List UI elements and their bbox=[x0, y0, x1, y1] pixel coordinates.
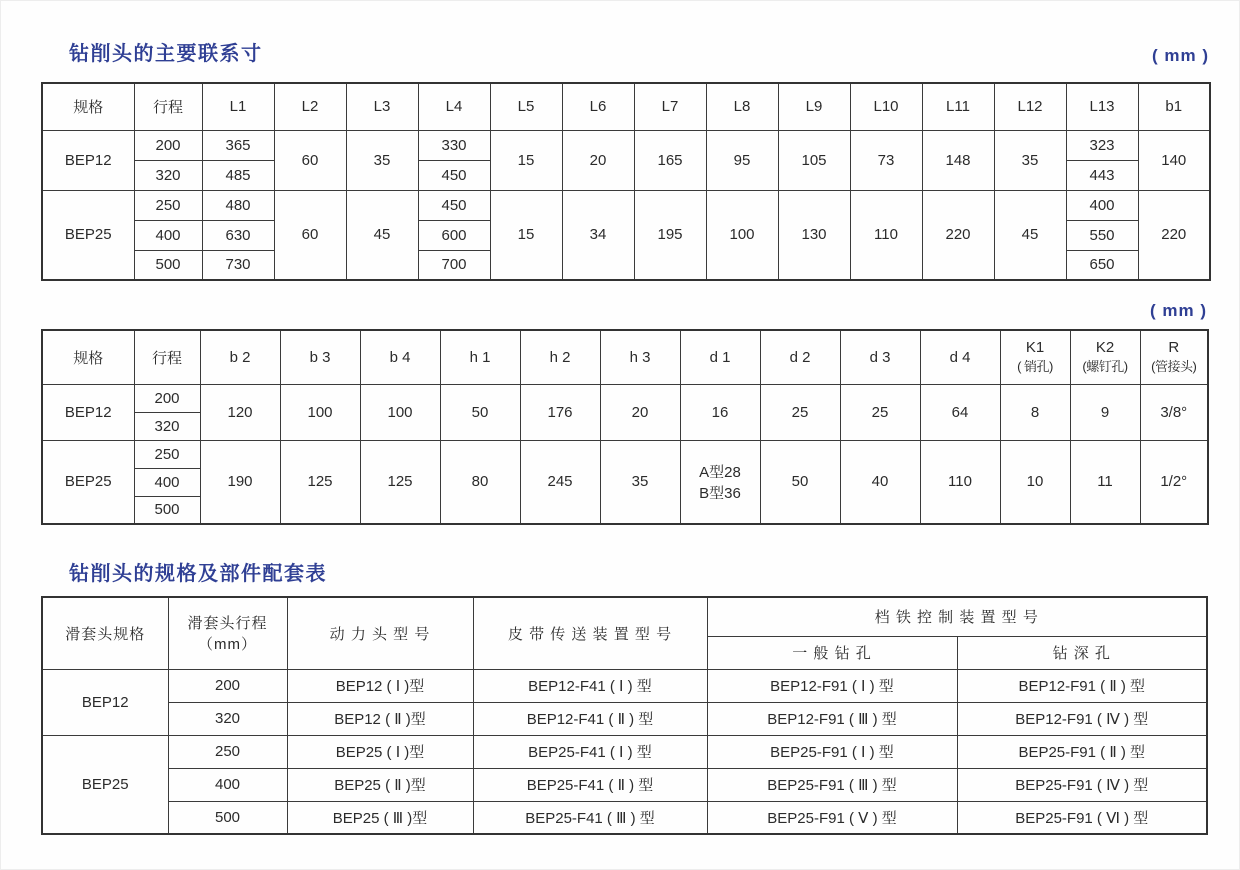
t1-header-spec: 规格 bbox=[42, 83, 134, 130]
t2-value-cell: 190 bbox=[200, 440, 280, 524]
t2-header-d2: d 2 bbox=[760, 330, 840, 384]
t1-value-cell: 730 bbox=[202, 250, 274, 280]
unit-row-2 bbox=[41, 301, 1207, 321]
t2-value-cell: 8 bbox=[1000, 384, 1070, 440]
t3-normal-cell: BEP12-F91 ( Ⅲ ) 型 bbox=[707, 702, 957, 735]
t2-header-k2-label: K2 bbox=[1095, 339, 1115, 357]
t3-power-cell: BEP25 ( Ⅰ )型 bbox=[287, 735, 473, 768]
t2-value-cell: 20 bbox=[600, 384, 680, 440]
t2-header-b2: b 2 bbox=[200, 330, 280, 384]
t2-header-stroke: 行程 bbox=[134, 330, 200, 384]
t1-value-cell: 34 bbox=[562, 190, 634, 280]
t3-header-normal-drill: 一 般 钻 孔 bbox=[707, 636, 957, 669]
t1-value-cell: 700 bbox=[418, 250, 490, 280]
t3-stroke-cell: 400 bbox=[168, 768, 287, 801]
t3-normal-cell: BEP25-F91 ( Ⅰ ) 型 bbox=[707, 735, 957, 768]
t1-value-cell: 323 bbox=[1066, 130, 1138, 160]
t2-row-bep25-250 bbox=[42, 440, 1208, 468]
t3-belt-cell: BEP12-F41 ( Ⅰ ) 型 bbox=[473, 669, 707, 702]
t3-deep-cell: BEP25-F91 ( Ⅱ ) 型 bbox=[957, 735, 1207, 768]
unit-label-2: ( mm ) bbox=[1150, 301, 1207, 320]
t3-row-bep25-500 bbox=[42, 801, 1207, 834]
t3-row-bep25-400 bbox=[42, 768, 1207, 801]
t1-value-cell: 330 bbox=[418, 130, 490, 160]
t3-stroke-cell: 500 bbox=[168, 801, 287, 834]
t1-row-bep25-250 bbox=[42, 190, 1210, 220]
section1-titlebar bbox=[41, 37, 1209, 66]
t1-value-cell: 60 bbox=[274, 190, 346, 280]
t2-stroke-cell: 400 bbox=[134, 468, 200, 496]
t3-row-bep12-200 bbox=[42, 669, 1207, 702]
t1-header-row bbox=[42, 83, 1210, 130]
t2-value-cell: 3/8° bbox=[1140, 384, 1208, 440]
t3-stroke-cell: 250 bbox=[168, 735, 287, 768]
t3-belt-cell: BEP25-F41 ( Ⅰ ) 型 bbox=[473, 735, 707, 768]
t1-value-cell: 15 bbox=[490, 190, 562, 280]
t1-value-cell: 130 bbox=[778, 190, 850, 280]
t2-value-cell: 100 bbox=[280, 384, 360, 440]
t2-stroke-cell: 200 bbox=[134, 384, 200, 412]
t1-stroke-cell: 250 bbox=[134, 190, 202, 220]
t2-spec-cell: BEP12 bbox=[42, 384, 134, 440]
t1-value-cell: 100 bbox=[706, 190, 778, 280]
t3-header-stroke-line2: （mm） bbox=[198, 636, 257, 654]
t1-value-cell: 443 bbox=[1066, 160, 1138, 190]
t2-row-bep12-200 bbox=[42, 384, 1208, 412]
t2-value-cell: 125 bbox=[360, 440, 440, 524]
t1-header-stroke: 行程 bbox=[134, 83, 202, 130]
t1-value-cell: 650 bbox=[1066, 250, 1138, 280]
t3-stroke-cell: 320 bbox=[168, 702, 287, 735]
t3-power-cell: BEP25 ( Ⅲ )型 bbox=[287, 801, 473, 834]
t3-deep-cell: BEP12-F91 ( Ⅳ ) 型 bbox=[957, 702, 1207, 735]
t2-header-b3: b 3 bbox=[280, 330, 360, 384]
t3-belt-cell: BEP25-F41 ( Ⅲ ) 型 bbox=[473, 801, 707, 834]
dimensions-table-2 bbox=[41, 329, 1209, 525]
t2-spec-cell: BEP25 bbox=[42, 440, 134, 524]
t2-header-r-sub: (管接头) bbox=[1151, 359, 1197, 375]
dimensions-table-1 bbox=[41, 82, 1211, 281]
t3-power-cell: BEP12 ( Ⅰ )型 bbox=[287, 669, 473, 702]
t1-value-cell: 400 bbox=[1066, 190, 1138, 220]
t3-header-stroke-line1: 滑套头行程 bbox=[187, 615, 268, 633]
t2-header-h2: h 2 bbox=[520, 330, 600, 384]
t2-header-k2 bbox=[1070, 330, 1140, 384]
t3-power-cell: BEP25 ( Ⅱ )型 bbox=[287, 768, 473, 801]
t2-header-h1: h 1 bbox=[440, 330, 520, 384]
t1-value-cell: 35 bbox=[346, 130, 418, 190]
t1-header-L2: L2 bbox=[274, 83, 346, 130]
t1-value-cell: 600 bbox=[418, 220, 490, 250]
t2-header-h3: h 3 bbox=[600, 330, 680, 384]
t1-row-bep12-200 bbox=[42, 130, 1210, 160]
t2-value-cell: 9 bbox=[1070, 384, 1140, 440]
t2-header-k1-label: K1 bbox=[1025, 339, 1045, 357]
t1-value-cell: 630 bbox=[202, 220, 274, 250]
t1-spec-cell: BEP12 bbox=[42, 130, 134, 190]
t3-belt-cell: BEP25-F41 ( Ⅱ ) 型 bbox=[473, 768, 707, 801]
t2-value-cell: 245 bbox=[520, 440, 600, 524]
t3-power-cell: BEP12 ( Ⅱ )型 bbox=[287, 702, 473, 735]
t1-value-cell: 550 bbox=[1066, 220, 1138, 250]
t1-value-cell: 60 bbox=[274, 130, 346, 190]
t3-header-deep-drill: 钻 深 孔 bbox=[957, 636, 1207, 669]
t1-value-cell: 35 bbox=[994, 130, 1066, 190]
t1-value-cell: 220 bbox=[922, 190, 994, 280]
t1-value-cell: 450 bbox=[418, 160, 490, 190]
t2-header-b4: b 4 bbox=[360, 330, 440, 384]
t2-stroke-cell: 250 bbox=[134, 440, 200, 468]
t3-normal-cell: BEP25-F91 ( Ⅴ ) 型 bbox=[707, 801, 957, 834]
t3-belt-cell: BEP12-F41 ( Ⅱ ) 型 bbox=[473, 702, 707, 735]
t1-header-L12: L12 bbox=[994, 83, 1066, 130]
t1-header-L5: L5 bbox=[490, 83, 562, 130]
t2-value-cell: 64 bbox=[920, 384, 1000, 440]
t2-stroke-cell: 320 bbox=[134, 412, 200, 440]
t2-value-cell: 110 bbox=[920, 440, 1000, 524]
t1-header-L3: L3 bbox=[346, 83, 418, 130]
t2-header-d3: d 3 bbox=[840, 330, 920, 384]
t2-value-cell: 25 bbox=[840, 384, 920, 440]
section3-title: 钻削头的规格及部件配套表 bbox=[69, 563, 327, 585]
t1-value-cell: 95 bbox=[706, 130, 778, 190]
t1-value-cell: 485 bbox=[202, 160, 274, 190]
t3-header-belt: 皮 带 传 送 装 置 型 号 bbox=[473, 597, 707, 669]
t3-header-spec: 滑套头规格 bbox=[42, 597, 168, 669]
t1-value-cell: 148 bbox=[922, 130, 994, 190]
t2-value-cell: 16 bbox=[680, 384, 760, 440]
t1-value-cell: 73 bbox=[850, 130, 922, 190]
t1-header-L11: L11 bbox=[922, 83, 994, 130]
t2-value-cell: 176 bbox=[520, 384, 600, 440]
t3-header-power: 动 力 头 型 号 bbox=[287, 597, 473, 669]
t1-value-cell: 140 bbox=[1138, 130, 1210, 190]
t1-value-cell: 105 bbox=[778, 130, 850, 190]
t3-row-bep25-250 bbox=[42, 735, 1207, 768]
t1-value-cell: 365 bbox=[202, 130, 274, 160]
t3-normal-cell: BEP12-F91 ( Ⅰ ) 型 bbox=[707, 669, 957, 702]
t1-value-cell: 450 bbox=[418, 190, 490, 220]
t1-header-L9: L9 bbox=[778, 83, 850, 130]
t1-header-L6: L6 bbox=[562, 83, 634, 130]
t2-value-cell: 10 bbox=[1000, 440, 1070, 524]
t2-value-cell: 1/2° bbox=[1140, 440, 1208, 524]
t2-value-cell: 80 bbox=[440, 440, 520, 524]
t1-value-cell: 110 bbox=[850, 190, 922, 280]
t2-header-d1: d 1 bbox=[680, 330, 760, 384]
t1-header-L8: L8 bbox=[706, 83, 778, 130]
t2-header-k2-sub: (螺钉孔) bbox=[1082, 359, 1128, 375]
t2-value-cell: 50 bbox=[440, 384, 520, 440]
t2-header-d4: d 4 bbox=[920, 330, 1000, 384]
t1-header-L1: L1 bbox=[202, 83, 274, 130]
t3-row-bep12-320 bbox=[42, 702, 1207, 735]
t3-deep-cell: BEP25-F91 ( Ⅳ ) 型 bbox=[957, 768, 1207, 801]
t1-value-cell: 20 bbox=[562, 130, 634, 190]
t1-header-L7: L7 bbox=[634, 83, 706, 130]
t3-header-row-1 bbox=[42, 597, 1207, 636]
t1-header-L4: L4 bbox=[418, 83, 490, 130]
t1-stroke-cell: 500 bbox=[134, 250, 202, 280]
t2-header-k1-sub: ( 销孔) bbox=[1017, 359, 1053, 375]
t1-value-cell: 195 bbox=[634, 190, 706, 280]
t1-header-L10: L10 bbox=[850, 83, 922, 130]
t2-value-cell: 125 bbox=[280, 440, 360, 524]
t1-value-cell: 15 bbox=[490, 130, 562, 190]
t2-value-cell: 100 bbox=[360, 384, 440, 440]
t3-deep-cell: BEP25-F91 ( Ⅵ ) 型 bbox=[957, 801, 1207, 834]
t1-spec-cell: BEP25 bbox=[42, 190, 134, 280]
t1-value-cell: 165 bbox=[634, 130, 706, 190]
t2-header-r bbox=[1140, 330, 1208, 384]
t1-stroke-cell: 320 bbox=[134, 160, 202, 190]
t2-d1-line2: B型36 bbox=[699, 484, 741, 502]
t1-header-L13: L13 bbox=[1066, 83, 1138, 130]
t3-normal-cell: BEP25-F91 ( Ⅲ ) 型 bbox=[707, 768, 957, 801]
t2-value-cell: 25 bbox=[760, 384, 840, 440]
parts-matching-table bbox=[41, 596, 1208, 835]
t2-value-cell: 11 bbox=[1070, 440, 1140, 524]
t2-header-r-label: R bbox=[1168, 339, 1180, 357]
t2-stroke-cell: 500 bbox=[134, 496, 200, 524]
t2-d1-line1: A型28 bbox=[699, 463, 741, 481]
t2-value-cell: 40 bbox=[840, 440, 920, 524]
t3-header-stroke bbox=[168, 597, 287, 669]
t2-value-cell: 50 bbox=[760, 440, 840, 524]
t2-value-cell: 35 bbox=[600, 440, 680, 524]
t2-d1-cell bbox=[680, 440, 760, 524]
t1-value-cell: 480 bbox=[202, 190, 274, 220]
t3-spec-cell: BEP12 bbox=[42, 669, 168, 735]
t1-header-b1: b1 bbox=[1138, 83, 1210, 130]
t3-header-stop-control: 档 铁 控 制 装 置 型 号 bbox=[707, 597, 1207, 636]
t1-stroke-cell: 200 bbox=[134, 130, 202, 160]
t2-value-cell: 120 bbox=[200, 384, 280, 440]
t1-value-cell: 45 bbox=[994, 190, 1066, 280]
t2-header-row bbox=[42, 330, 1208, 384]
t2-header-k1 bbox=[1000, 330, 1070, 384]
t3-spec-cell: BEP25 bbox=[42, 735, 168, 834]
t1-stroke-cell: 400 bbox=[134, 220, 202, 250]
t3-deep-cell: BEP12-F91 ( Ⅱ ) 型 bbox=[957, 669, 1207, 702]
section1-title: 钻削头的主要联系寸 bbox=[69, 43, 263, 65]
t3-stroke-cell: 200 bbox=[168, 669, 287, 702]
t2-header-spec: 规格 bbox=[42, 330, 134, 384]
t1-value-cell: 220 bbox=[1138, 190, 1210, 280]
t1-value-cell: 45 bbox=[346, 190, 418, 280]
unit-label-1: ( mm ) bbox=[1152, 46, 1209, 65]
